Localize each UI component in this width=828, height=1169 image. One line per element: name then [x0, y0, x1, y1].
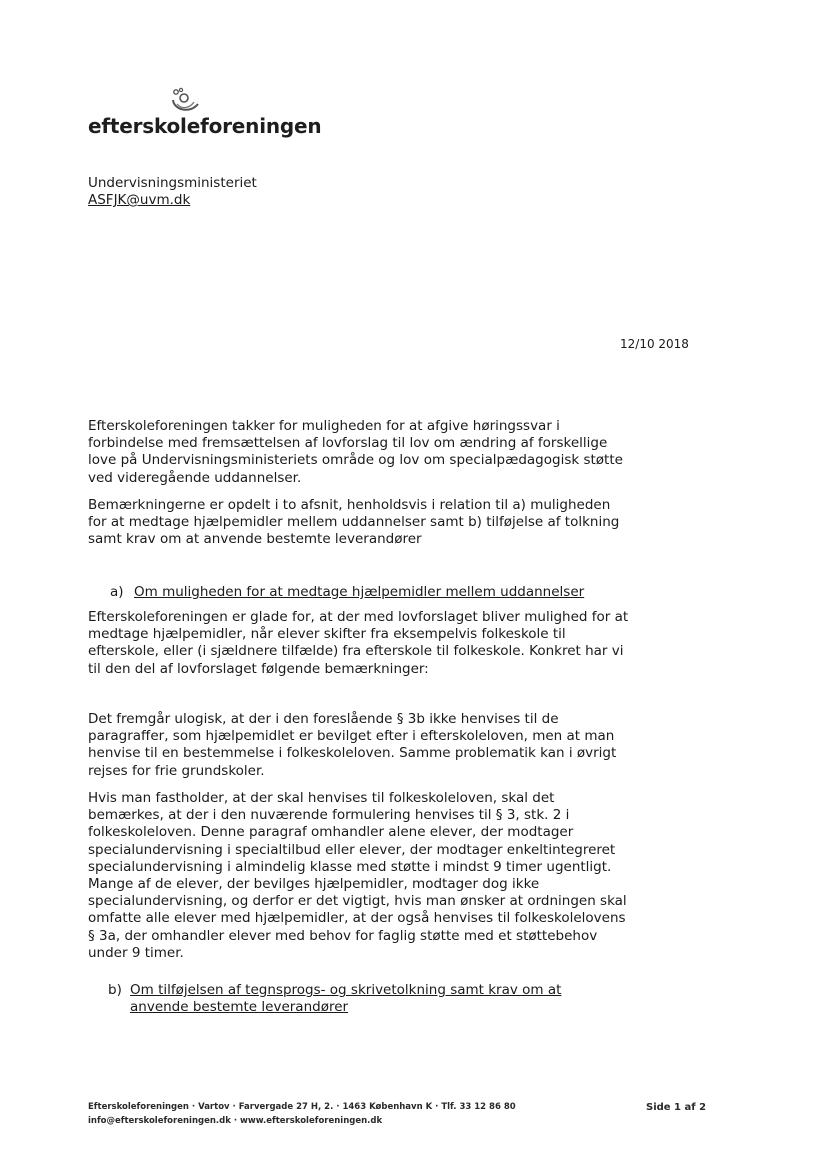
section-b-marker: b): [108, 982, 122, 998]
footer-web-line: info@efterskoleforeningen.dk · www.efterskoleforeningen.dk: [88, 1116, 383, 1126]
intro-paragraph-1: Efterskoleforeningen takker for muligheden for at afgive høringssvar i forbindelse med fremsættelsen af lovforslag til lov om ændring af forskellige love på Undervisningsministeriets område og lov om specialpædagogisk støtte ved videregående uddannelser.: [88, 418, 623, 486]
section-a-paragraph-3: Hvis man fastholder, at der skal henvises til folkeskoleloven, skal det bemærkes, at der i den nuværende formulering henvises til § 3, stk. 2 i folkeskoleloven. Denne paragraf omhandler alene elever, der modtager specialundervisning i specialtilbud eller elever, der modtager enkeltintegreret specialundervisning i almindelig klasse med støtte i mindst 9 timer ugentligt. Mange af de elever, der bevilges hjælpemidler, modtager dog ikke specialundervisning, og derfor er det vigtigt, hvis man ønsker at ordningen skal omfatte alle elever med hjælpemidler, at der også henvises til folkeskolelovens § 3a, der omhandler elever med behov for faglig støtte med et støttebehov under 9 timer.: [88, 790, 627, 961]
section-a-title: Om muligheden for at medtage hjælpemidler mellem uddannelser: [134, 584, 585, 600]
section-a-marker: a): [110, 584, 124, 600]
recipient-block: [88, 175, 257, 209]
section-a-paragraph-2: Det fremgår ulogisk, at der i den foreslående § 3b ikke henvises til de paragraffer, som hjælpemidlet er bevilget efter i efterskoleloven, men at man henvise til en bestemmelse i folkeskoleloven. Samme problematik kan i øvrigt rejses for frie grundskoler.: [88, 711, 617, 779]
section-a-heading: [110, 584, 584, 601]
page-number: Side 1 af 2: [646, 1102, 707, 1113]
intro-paragraph-2: Bemærkningerne er opdelt i to afsnit, henholdsvis i relation til a) muligheden for at medtage hjælpemidler mellem uddannelser samt b) tilføjelse af tolkning samt krav om at anvende bestemte leverandører: [88, 497, 620, 548]
recipient-name: Undervisningsministeriet: [88, 175, 257, 191]
letter-date: 12/10 2018: [620, 337, 689, 351]
recipient-email-link[interactable]: ASFJK@uvm.dk: [88, 192, 191, 208]
footer-contact: [88, 1100, 516, 1128]
section-b-title: Om tilføjelsen af tegnsprogs- og skrivetolkning samt krav om at anvende bestemte leverandører: [130, 982, 562, 1016]
org-name-logo: efterskoleforeningen: [88, 114, 322, 138]
section-a-paragraph-1: Efterskoleforeningen er glade for, at der med lovforslaget bliver mulighed for at medtage hjælpemidler, når elever skifter fra eksempelvis folkeskole til efterskole, eller (i sjældnere tilfælde) fra efterskole til folkeskole. Konkret har vi til den del af lovforslaget følgende bemærkninger:: [88, 609, 629, 677]
section-b-heading: [108, 982, 628, 1016]
footer-address-line: Efterskoleforeningen · Vartov · Farvergade 27 H, 2. · 1463 København K · Tlf. 33 12 86 80: [88, 1102, 516, 1112]
